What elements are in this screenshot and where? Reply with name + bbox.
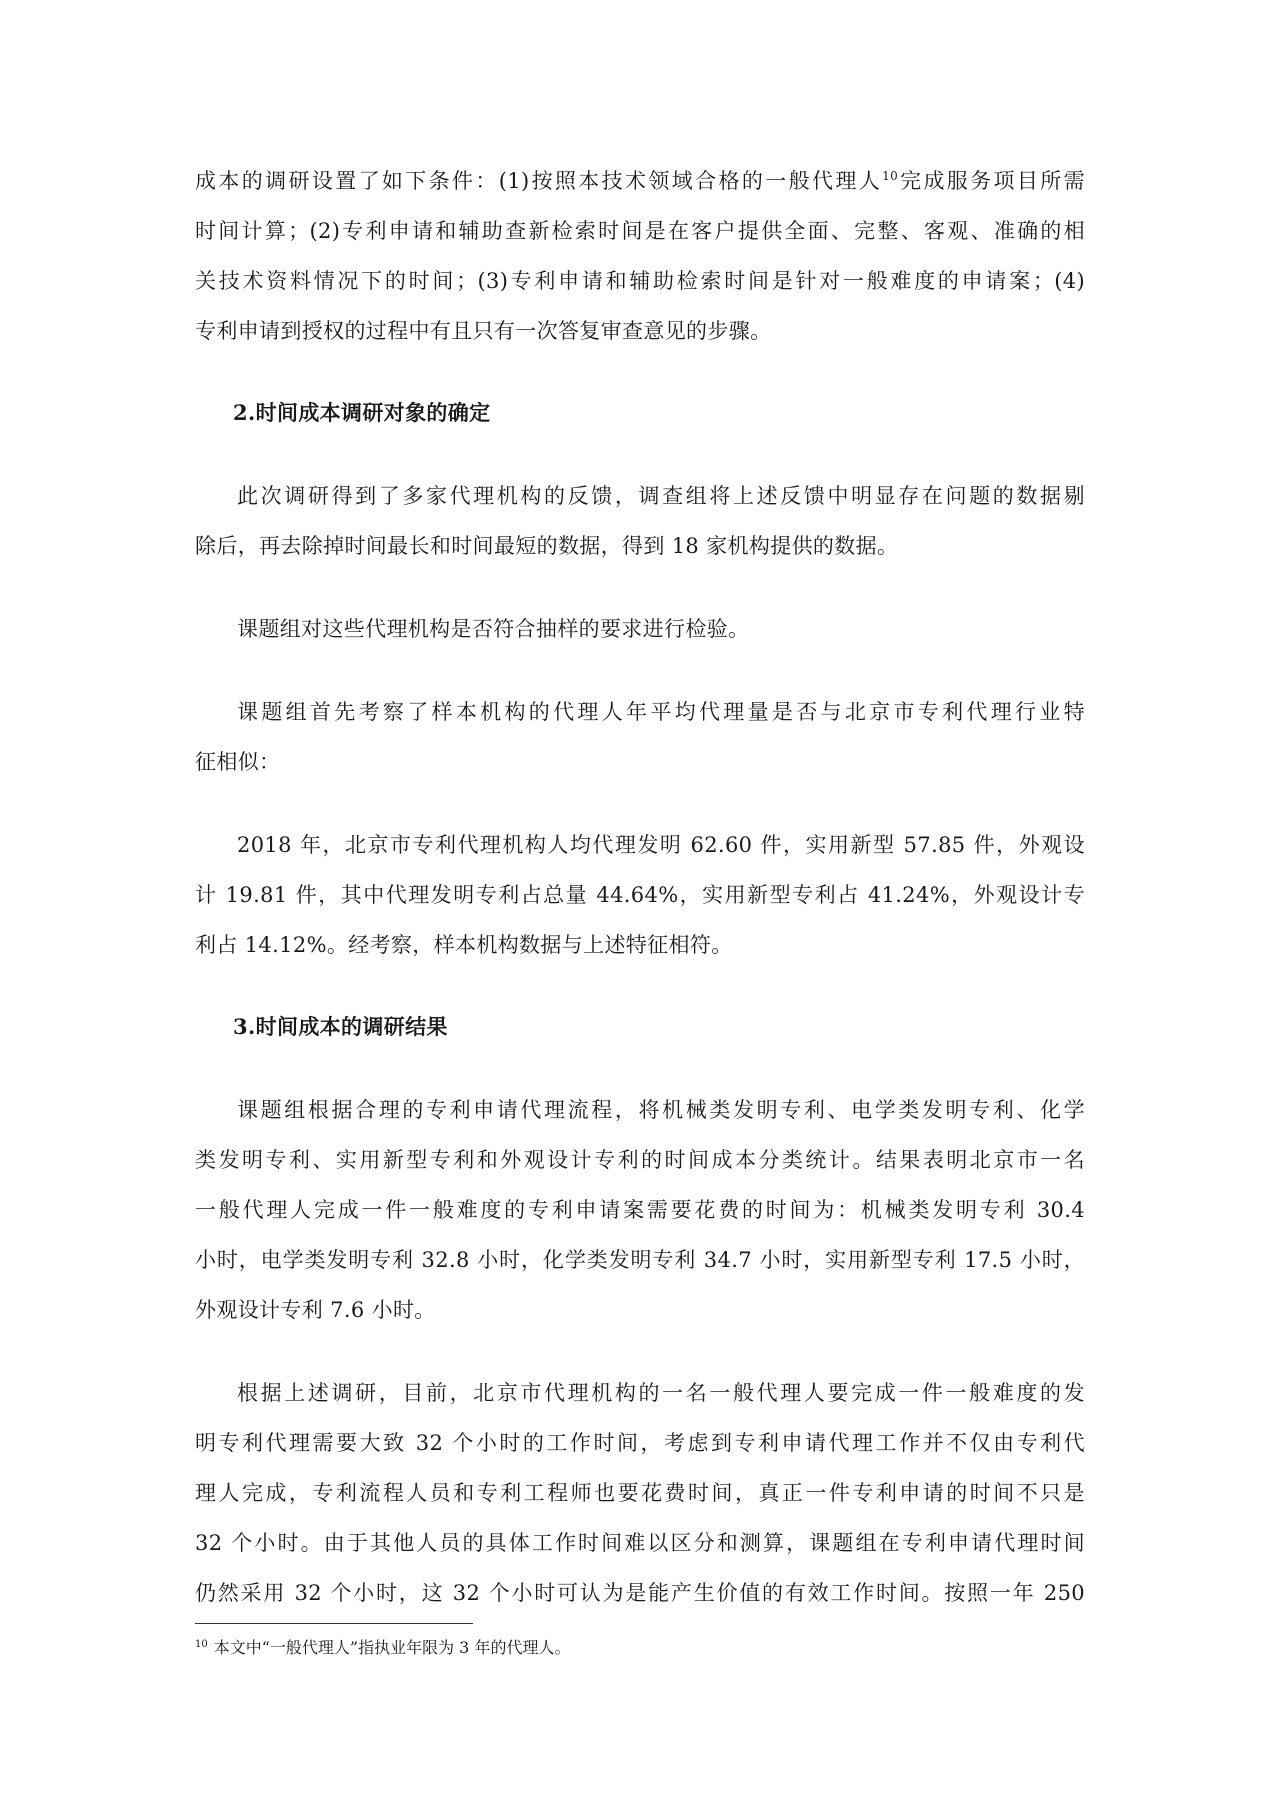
paragraph-conditions-line-3: 关技术资料情况下的时间；(3)专利申请和辅助检索时间是针对一般难度的申请案；(4) [195, 269, 1085, 293]
paragraph-conclusion-line-3: 理人完成，专利流程人员和专利工程师也要花费时间，真正一件专利申请的时间不只是 [195, 1481, 1085, 1505]
paragraph-conditions-line-4: 专利申请到授权的过程中有且只有一次答复审查意见的步骤。 [195, 319, 772, 343]
footnote-number: 10 [195, 1638, 208, 1650]
paragraph-check: 课题组对这些代理机构是否符合抽样的要求进行检验。 [237, 617, 750, 641]
paragraph-conclusion-line-5: 仍然采用 32 个小时，这 32 个小时可认为是能产生价值的有效工作时间。按照一年 250 [195, 1581, 1085, 1605]
paragraph-conclusion-line-1: 根据上述调研，目前，北京市代理机构的一名一般代理人要完成一件一般难度的发 [237, 1381, 1085, 1405]
paragraph-conditions-line-2: 时间计算；(2)专利申请和辅助查新检索时间是在客户提供全面、完整、客观、准确的相 [195, 219, 1085, 243]
footnote-divider [195, 1623, 473, 1624]
paragraph-examine-line-2: 征相似： [195, 750, 281, 774]
paragraph-results-line-2: 类发明专利、实用新型专利和外观设计专利的时间成本分类统计。结果表明北京市一名 [195, 1148, 1085, 1172]
paragraph-conclusion-line-2: 明专利代理需要大致 32 个小时的工作时间，考虑到专利申请代理工作并不仅由专利代 [195, 1431, 1085, 1455]
paragraph-examine-line-1: 课题组首先考察了样本机构的代理人年平均代理量是否与北京市专利代理行业特 [237, 700, 1085, 724]
paragraph-2018-line-1: 2018 年，北京市专利代理机构人均代理发明 62.60 件，实用新型 57.85 件，外观设 [237, 833, 1085, 857]
conditions-text-after-ref: 完成服务项目所需 [898, 169, 1085, 193]
footnote-text: 本文中“一般代理人”指执业年限为 3 年的代理人。 [213, 1638, 571, 1657]
paragraph-2018-line-2: 计 19.81 件，其中代理发明专利占总量 44.64%，实用新型专利占 41.24%，外观设计专 [195, 883, 1085, 907]
footnote [195, 1637, 570, 1659]
paragraph-2018-line-3: 利占 14.12%。经考察，样本机构数据与上述特征相符。 [195, 933, 733, 957]
paragraph-feedback-line-1: 此次调研得到了多家代理机构的反馈，调查组将上述反馈中明显存在问题的数据剔 [237, 484, 1085, 508]
paragraph-results-line-3: 一般代理人完成一件一般难度的专利申请案需要花费的时间为：机械类发明专利 30.4 [195, 1198, 1085, 1222]
footnote-reference-marker: 10 [882, 169, 899, 183]
paragraph-conclusion-line-4: 32 个小时。由于其他人员的具体工作时间难以区分和测算，课题组在专利申请代理时间 [195, 1531, 1085, 1555]
conditions-text-before-ref: 成本的调研设置了如下条件：(1)按照本技术领域合格的一般代理人 [195, 169, 883, 193]
paragraph-results-line-1: 课题组根据合理的专利申请代理流程，将机械类发明专利、电学类发明专利、化学 [237, 1098, 1085, 1122]
paragraph-results-line-4: 小时，电学类发明专利 32.8 小时，化学类发明专利 34.7 小时，实用新型专利 17.5 小时， [195, 1248, 1085, 1272]
paragraph-conditions-line-1 [195, 166, 1085, 196]
section-heading-3: 3.时间成本的调研结果 [233, 1014, 448, 1039]
paragraph-feedback-line-2: 除后，再去除掉时间最长和时间最短的数据，得到 18 家机构提供的数据。 [195, 534, 899, 558]
section-heading-2: 2.时间成本调研对象的确定 [233, 400, 491, 425]
paragraph-results-line-5: 外观设计专利 7.6 小时。 [195, 1298, 436, 1322]
